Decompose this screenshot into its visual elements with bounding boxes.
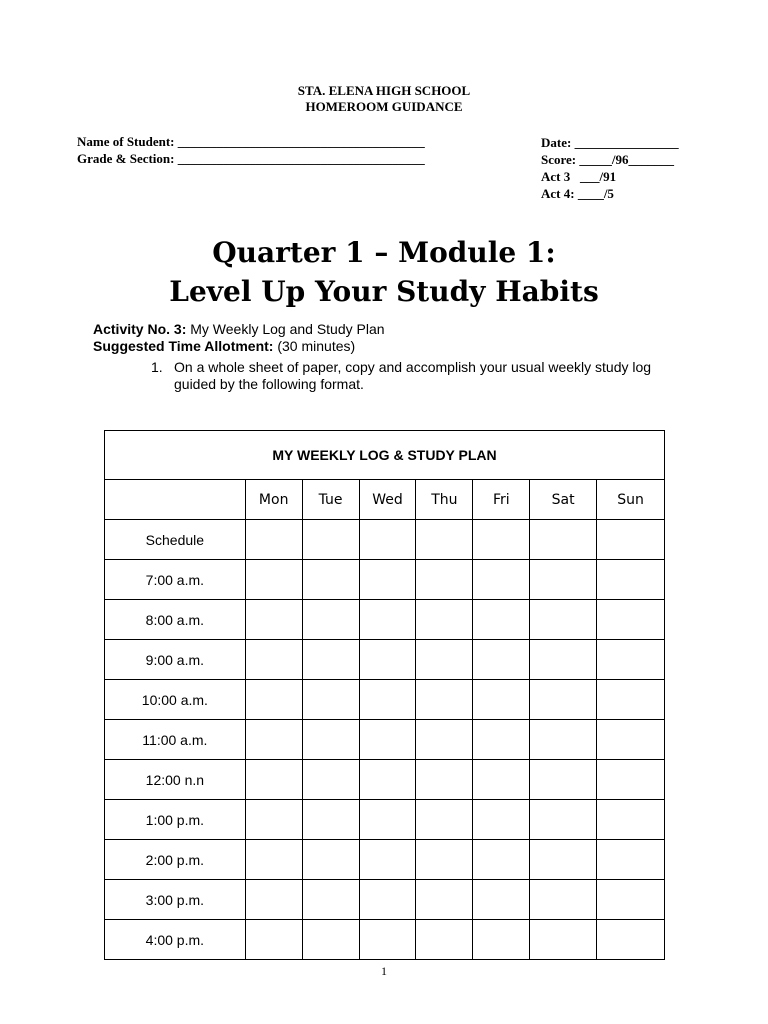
log-cell-fri — [473, 600, 530, 640]
time-allotment-label: Suggested Time Allotment: — [93, 338, 274, 354]
log-cell-sat — [530, 640, 597, 680]
log-cell-sat — [530, 560, 597, 600]
module-title — [0, 233, 768, 311]
log-cell-fri — [473, 840, 530, 880]
log-cell-tue — [302, 880, 359, 920]
log-cell-fri — [473, 680, 530, 720]
log-cell-thu — [416, 560, 473, 600]
log-cell-thu — [416, 760, 473, 800]
log-cell-mon — [245, 600, 302, 640]
log-cell-sun — [597, 600, 665, 640]
table-row — [105, 920, 665, 960]
row-label: 1:00 p.m. — [105, 800, 246, 840]
row-label: 9:00 a.m. — [105, 640, 246, 680]
log-cell-sat — [530, 600, 597, 640]
day-header-wed: Wed — [359, 480, 416, 520]
log-cell-fri — [473, 720, 530, 760]
log-cell-sat — [530, 760, 597, 800]
log-cell-thu — [416, 880, 473, 920]
log-cell-tue — [302, 600, 359, 640]
row-label: 2:00 p.m. — [105, 840, 246, 880]
log-cell-thu — [416, 840, 473, 880]
log-cell-tue — [302, 720, 359, 760]
log-cell-tue — [302, 560, 359, 600]
time-allotment-value: (30 minutes) — [273, 338, 356, 354]
weekly-log-table — [104, 430, 665, 960]
log-cell-fri — [473, 800, 530, 840]
log-cell-fri — [473, 560, 530, 600]
log-cell-tue — [302, 640, 359, 680]
row-label: 11:00 a.m. — [105, 720, 246, 760]
log-cell-fri — [473, 760, 530, 800]
log-cell-mon — [245, 880, 302, 920]
log-cell-wed — [359, 800, 416, 840]
student-info-fields — [77, 134, 425, 167]
log-cell-sat — [530, 880, 597, 920]
log-cell-fri — [473, 920, 530, 960]
title-line-2: Level Up Your Study Habits — [169, 275, 599, 308]
day-header-fri: Fri — [473, 480, 530, 520]
activity-value: My Weekly Log and Study Plan — [186, 321, 385, 337]
log-cell-wed — [359, 640, 416, 680]
row-label: 4:00 p.m. — [105, 920, 246, 960]
log-cell-tue — [302, 520, 359, 560]
log-cell-sun — [597, 880, 665, 920]
log-cell-mon — [245, 560, 302, 600]
table-row — [105, 760, 665, 800]
log-cell-mon — [245, 680, 302, 720]
activity-line — [93, 321, 385, 338]
table-row — [105, 720, 665, 760]
day-header-thu: Thu — [416, 480, 473, 520]
table-row — [105, 560, 665, 600]
table-row — [105, 520, 665, 560]
student-name-field: Name of Student: ______________________________________ — [77, 134, 425, 149]
log-cell-wed — [359, 520, 416, 560]
instruction-text: On a whole sheet of paper, copy and accomplish your usual weekly study log guided by the following format. — [174, 359, 652, 392]
table-row — [105, 800, 665, 840]
day-header-mon: Mon — [245, 480, 302, 520]
log-cell-sun — [597, 680, 665, 720]
log-cell-wed — [359, 760, 416, 800]
log-cell-sat — [530, 720, 597, 760]
log-cell-fri — [473, 640, 530, 680]
score-field: Score: _____/96_______ — [541, 152, 674, 167]
row-label: 12:00 n.n — [105, 760, 246, 800]
activity-block — [93, 321, 385, 355]
log-cell-mon — [245, 520, 302, 560]
log-cell-sat — [530, 520, 597, 560]
log-cell-sun — [597, 920, 665, 960]
table-row — [105, 840, 665, 880]
log-cell-wed — [359, 560, 416, 600]
log-cell-thu — [416, 640, 473, 680]
subject-name: HOMEROOM GUIDANCE — [305, 99, 463, 114]
log-cell-wed — [359, 720, 416, 760]
log-cell-sun — [597, 720, 665, 760]
log-cell-mon — [245, 800, 302, 840]
table-row — [105, 680, 665, 720]
log-cell-mon — [245, 840, 302, 880]
log-cell-tue — [302, 840, 359, 880]
day-header-sun: Sun — [597, 480, 665, 520]
corner-cell — [105, 480, 246, 520]
table-caption: MY WEEKLY LOG & STUDY PLAN — [105, 431, 665, 480]
log-cell-mon — [245, 720, 302, 760]
log-cell-tue — [302, 760, 359, 800]
time-allotment-line — [93, 338, 385, 355]
log-cell-sat — [530, 680, 597, 720]
log-cell-tue — [302, 680, 359, 720]
row-label: Schedule — [105, 520, 246, 560]
log-cell-fri — [473, 520, 530, 560]
page-number: 1 — [381, 964, 387, 978]
act3-field: Act 3 ___/91 — [541, 169, 617, 184]
log-cell-wed — [359, 600, 416, 640]
day-header-tue: Tue — [302, 480, 359, 520]
school-name: STA. ELENA HIGH SCHOOL — [297, 83, 471, 98]
log-cell-wed — [359, 920, 416, 960]
log-cell-fri — [473, 880, 530, 920]
table-row — [105, 600, 665, 640]
log-cell-thu — [416, 800, 473, 840]
table-row — [105, 640, 665, 680]
row-label: 10:00 a.m. — [105, 680, 246, 720]
log-cell-sat — [530, 920, 597, 960]
log-cell-thu — [416, 920, 473, 960]
log-cell-wed — [359, 840, 416, 880]
instruction-number: 1. — [151, 359, 163, 375]
row-label: 8:00 a.m. — [105, 600, 246, 640]
log-cell-sat — [530, 840, 597, 880]
activity-label: Activity No. 3: — [93, 321, 187, 337]
score-info-fields — [541, 134, 679, 202]
day-header-sat: Sat — [530, 480, 597, 520]
act4-field: Act 4: ____/5 — [541, 186, 614, 201]
log-cell-sun — [597, 800, 665, 840]
log-cell-sun — [597, 520, 665, 560]
log-cell-mon — [245, 760, 302, 800]
log-cell-sun — [597, 560, 665, 600]
log-cell-wed — [359, 880, 416, 920]
log-cell-thu — [416, 680, 473, 720]
log-cell-mon — [245, 920, 302, 960]
title-line-1: Quarter 1 – Module 1: — [212, 236, 556, 269]
table-row — [105, 880, 665, 920]
log-cell-sun — [597, 760, 665, 800]
date-field: Date: ________________ — [541, 135, 679, 150]
log-cell-tue — [302, 920, 359, 960]
document-header — [0, 83, 768, 115]
log-cell-thu — [416, 520, 473, 560]
log-cell-wed — [359, 680, 416, 720]
log-cell-thu — [416, 720, 473, 760]
log-cell-thu — [416, 600, 473, 640]
log-cell-sun — [597, 640, 665, 680]
log-cell-sat — [530, 800, 597, 840]
row-label: 3:00 p.m. — [105, 880, 246, 920]
log-cell-tue — [302, 800, 359, 840]
row-label: 7:00 a.m. — [105, 560, 246, 600]
grade-section-field: Grade & Section: ______________________________________ — [77, 150, 425, 166]
log-cell-mon — [245, 640, 302, 680]
log-cell-sun — [597, 840, 665, 880]
